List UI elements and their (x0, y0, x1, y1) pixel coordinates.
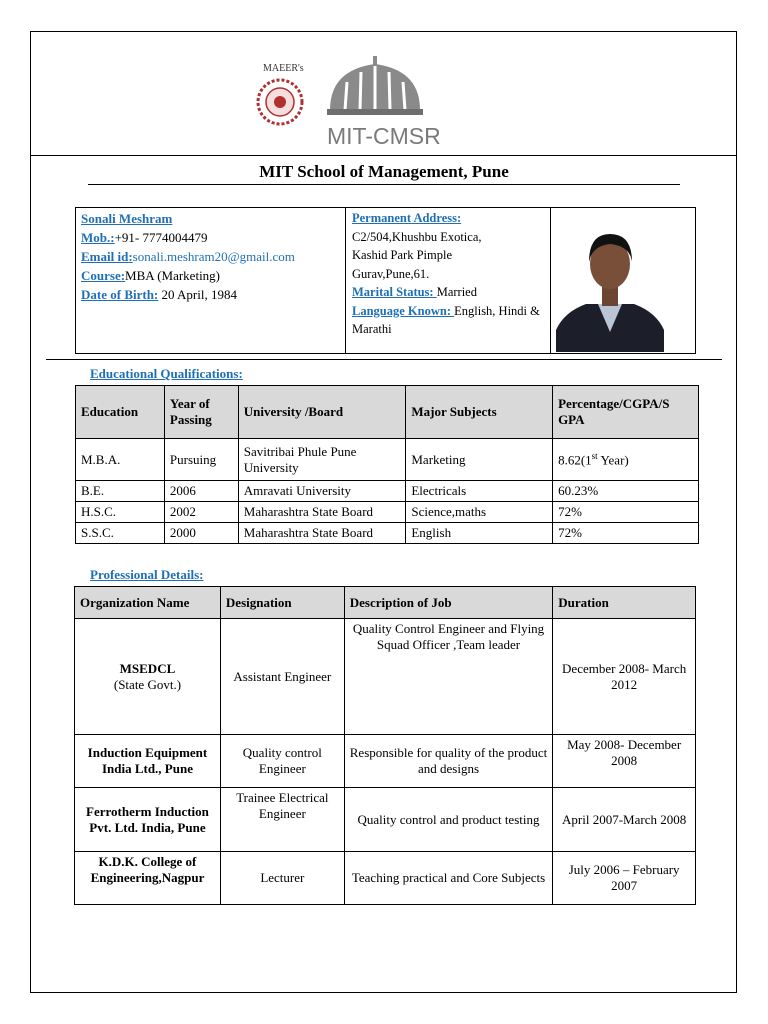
professional-section-title: Professional Details: (90, 567, 204, 582)
table-row (75, 735, 696, 788)
table-row (76, 523, 699, 544)
title-underline (88, 184, 680, 185)
mob-label: Mob.: (81, 230, 115, 245)
education-table (75, 385, 699, 544)
table-row (76, 439, 699, 481)
table-cell: Electricals (406, 481, 553, 502)
table-cell: S.S.C. (76, 523, 165, 544)
email-label: Email id: (81, 249, 133, 264)
personal-info-table (75, 207, 696, 355)
address-line: Kashid Park Pimple (352, 248, 452, 262)
table-cell: H.S.C. (76, 502, 165, 523)
table-cell: Pursuing (164, 439, 238, 481)
col-header: Duration (553, 587, 696, 619)
table-cell: 2000 (164, 523, 238, 544)
table-cell: Savitribai Phule Pune University (238, 439, 406, 481)
mob-value: +91- 7774004479 (114, 230, 208, 245)
professional-table (74, 586, 696, 905)
table-cell: Science,maths (406, 502, 553, 523)
description-cell: Quality Control Engineer and Flying Squad Officer ,Team leader (344, 619, 553, 735)
table-cell: 2002 (164, 502, 238, 523)
table-row (75, 852, 696, 905)
table-cell: 60.23% (553, 481, 699, 502)
col-header: Year of Passing (164, 386, 238, 439)
header-divider (30, 155, 737, 156)
photo-cell (551, 207, 696, 354)
table-row (76, 481, 699, 502)
contact-cell (75, 207, 345, 354)
duration-cell: July 2006 – February 2007 (553, 852, 696, 905)
brand-text: MIT-CMSR (327, 123, 441, 149)
org-sub: (State Govt.) (113, 676, 182, 692)
col-header: Organization Name (75, 587, 221, 619)
seal-core (274, 96, 286, 108)
section-divider (46, 359, 722, 360)
table-cell: Marketing (406, 439, 553, 481)
dob-label: Date of Birth: (81, 287, 159, 302)
table-row (75, 788, 696, 852)
education-section-title: Educational Qualifications: (90, 366, 243, 381)
col-header: Major Subjects (406, 386, 553, 439)
table-cell: Maharashtra State Board (238, 523, 406, 544)
education-header-row (76, 386, 699, 439)
table-cell: English (406, 523, 553, 544)
dome-spire (373, 56, 377, 66)
table-cell: Maharashtra State Board (238, 502, 406, 523)
designation-cell: Trainee Electrical Engineer (220, 788, 344, 852)
ordinal-suffix: st (591, 450, 598, 461)
designation-cell: Quality control Engineer (220, 735, 344, 788)
description-cell: Quality control and product testing (344, 788, 553, 852)
table-row (76, 502, 699, 523)
table-cell: 8.62(1st Year) (553, 439, 699, 481)
designation-cell: Lecturer (220, 852, 344, 905)
col-header: University /Board (238, 386, 406, 439)
table-row (75, 619, 696, 735)
col-header: Description of Job (344, 587, 553, 619)
duration-cell: May 2008- December 2008 (553, 735, 696, 788)
course-value: MBA (Marketing) (125, 268, 221, 283)
org-cell: Ferrotherm Induction Pvt. Ltd. India, Pune (75, 788, 221, 852)
address-label: Permanent Address: (352, 211, 462, 225)
marital-label: Marital Status: (352, 285, 437, 299)
profile-photo (556, 212, 664, 352)
table-cell: 2006 (164, 481, 238, 502)
language-label: Language Known: (352, 303, 455, 318)
duration-cell: April 2007-March 2008 (553, 788, 696, 852)
address-line: C2/504,Khushbu Exotica, (352, 229, 482, 244)
table-cell: B.E. (76, 481, 165, 502)
email-link[interactable]: sonali.meshram20@gmail.com (132, 249, 295, 264)
marital-value: Married (436, 285, 477, 299)
maeer-text: MAEER's (263, 63, 304, 74)
mit-cmsr-logo (255, 52, 465, 150)
description-cell: Responsible for quality of the product and designs (344, 735, 553, 788)
table-cell: 72% (553, 523, 699, 544)
col-header: Education (76, 386, 165, 439)
org-name: MSEDCL (119, 660, 176, 676)
table-cell: 72% (553, 502, 699, 523)
dome-base (327, 109, 423, 115)
org-cell: K.D.K. College of Engineering,Nagpur (75, 852, 221, 905)
org-cell: Induction Equipment India Ltd., Pune (75, 735, 221, 788)
org-cell (75, 619, 221, 735)
language-value: English, Hindi & Marathi (352, 303, 540, 336)
description-cell: Teaching practical and Core Subjects (344, 852, 553, 905)
school-title: MIT School of Management, Pune (259, 162, 509, 181)
duration-cell: December 2008- March 2012 (553, 619, 696, 735)
logo-graphic (255, 52, 465, 150)
table-cell: Amravati University (238, 481, 406, 502)
candidate-name: Sonali Meshram (81, 211, 173, 226)
col-header: Percentage/CGPA/S GPA (553, 386, 699, 439)
course-label: Course: (81, 268, 126, 283)
dob-value: 20 April, 1984 (158, 287, 237, 302)
address-cell (345, 207, 551, 354)
professional-header-row (75, 587, 696, 619)
address-line: Gurav,Pune,61. (352, 266, 430, 281)
table-cell: M.B.A. (76, 439, 165, 481)
col-header: Designation (220, 587, 344, 619)
designation-cell: Assistant Engineer (220, 619, 344, 735)
